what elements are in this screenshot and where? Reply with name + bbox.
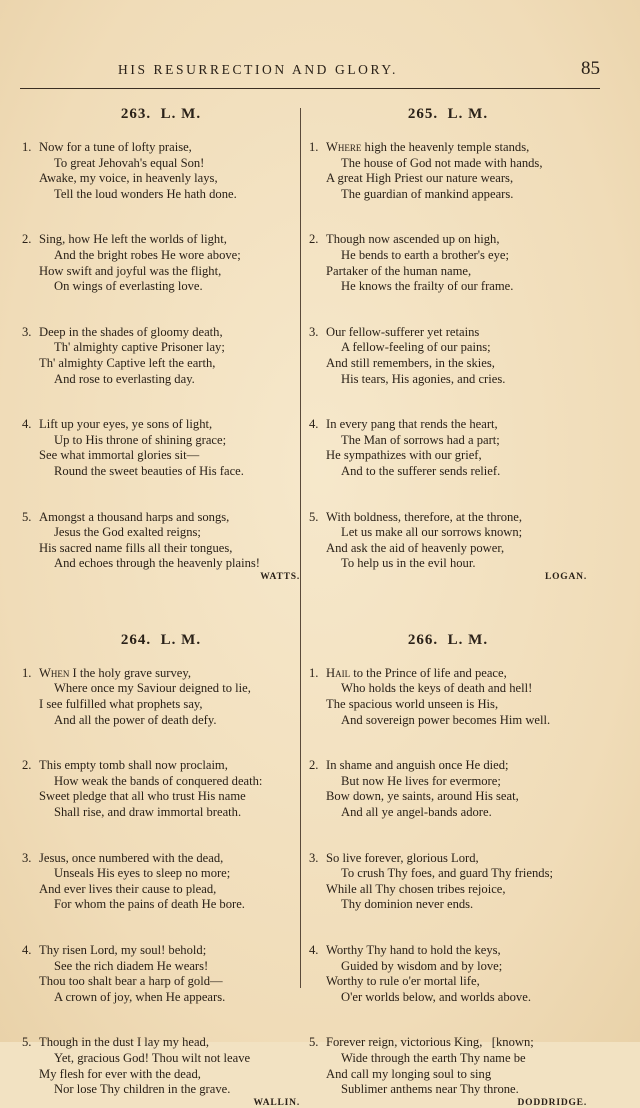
stanza (309, 417, 587, 479)
stanza (309, 851, 587, 913)
verse-text: Let us make all our sorrows known; (341, 525, 523, 540)
verse-text: He knows the frailty of our frame. (341, 279, 514, 294)
verse-text: While all Thy chosen tribes rejoice, (326, 881, 506, 896)
hymn-header (22, 102, 300, 126)
verse-line (309, 279, 587, 295)
verse-text: high the heavenly temple stands, (361, 140, 530, 154)
verse-line (22, 1035, 300, 1051)
hymn-header (309, 628, 587, 652)
verse-text: Deep in the shades of gloomy death, (39, 324, 223, 339)
verse-text: Our fellow-sufferer yet retains (326, 324, 480, 339)
verse-line (22, 1067, 300, 1083)
verse-text: The Man of sorrows had a part; (341, 432, 500, 447)
verse-line (22, 851, 300, 867)
verse-text: Jesus the God exalted reigns; (54, 525, 201, 540)
verse-line (22, 666, 300, 682)
verse-text: Bow down, ye saints, around His seat, (326, 789, 519, 804)
stanza (22, 140, 300, 202)
verse-line (309, 356, 587, 372)
stanza-number: 5. (309, 1035, 319, 1050)
verse-line (309, 666, 587, 682)
verse-line (22, 356, 300, 372)
verse-text: So live forever, glorious Lord, (326, 850, 479, 865)
verse-text: Sweet pledge that all who trust His name (39, 789, 246, 804)
verse-text: To great Jehovah's equal Son! (54, 155, 205, 170)
verse-text: To crush Thy foes, and guard Thy friends; (341, 866, 554, 881)
hymn-266 (309, 628, 587, 1108)
verse-line (309, 433, 587, 449)
verse-line (22, 372, 300, 388)
verse-text: To help us in the evil hour. (341, 556, 476, 571)
verse-line (309, 789, 587, 805)
verse-line (309, 897, 587, 913)
left-column (22, 102, 300, 1108)
verse-text: A great High Priest our nature wears, (326, 171, 514, 186)
verse-text: Thy risen Lord, my soul! behold; (39, 943, 207, 957)
stanza-number: 4. (22, 417, 32, 432)
verse-text: For whom the pains of death He bore. (54, 897, 245, 912)
stanza (22, 851, 300, 913)
verse-text: A crown of joy, when He appears. (54, 989, 226, 1004)
verse-line (309, 1082, 587, 1098)
verse-line (309, 713, 587, 729)
verse-line (22, 156, 300, 172)
verse-line (309, 1067, 587, 1083)
verse-text: And ask the aid of heavenly power, (326, 540, 505, 555)
verse-line (309, 464, 587, 480)
verse-line (22, 464, 300, 480)
verse-text: But now He lives for evermore; (341, 773, 501, 788)
verse-line (22, 1082, 300, 1098)
stanza (22, 232, 300, 294)
verse-text: And rose to everlasting day. (54, 371, 195, 386)
verse-line (22, 882, 300, 898)
verse-line (309, 525, 587, 541)
verse-text: Th' almighty captive Prisoner lay; (54, 340, 225, 355)
verse-line (309, 805, 587, 821)
verse-text: Forever reign, victorious King, [known; (326, 1035, 534, 1050)
verse-line (22, 774, 300, 790)
verse-text: O'er worlds below, and worlds above. (341, 989, 531, 1004)
verse-line (309, 325, 587, 341)
verse-line (309, 264, 587, 280)
stanza (22, 666, 300, 728)
verse-line (309, 510, 587, 526)
verse-line (22, 248, 300, 264)
verse-line (22, 681, 300, 697)
verse-text: Guided by wisdom and by love; (341, 958, 503, 973)
verse-text: And the bright robes He wore above; (54, 247, 241, 262)
stanza-number: 3. (22, 850, 32, 865)
verse-text: His tears, His agonies, and cries. (341, 371, 506, 386)
verse-text: How weak the bands of conquered death: (54, 773, 263, 788)
stanza (309, 943, 587, 1005)
stanza-number: 2. (309, 232, 319, 247)
hymn-author: WATTS. (260, 571, 300, 582)
hymn-264 (22, 628, 300, 1108)
verse-line (309, 187, 587, 203)
verse-line (22, 789, 300, 805)
verse-line (22, 943, 300, 959)
verse-text: Worthy Thy hand to hold the keys, (326, 943, 501, 957)
verse-text: How swift and joyful was the flight, (39, 263, 222, 278)
verse-text: Shall rise, and draw immortal breath. (54, 805, 242, 820)
verse-line (309, 248, 587, 264)
verse-text: Tell the loud wonders He hath done. (54, 186, 237, 201)
hymn-263 (22, 102, 300, 582)
verse-line (22, 697, 300, 713)
verse-line (309, 882, 587, 898)
first-word: Hail (326, 665, 351, 680)
verse-text: And ever lives their cause to plead, (39, 881, 217, 896)
verse-line (309, 171, 587, 187)
verse-text: And call my longing soul to sing (326, 1066, 492, 1081)
verse-text: On wings of everlasting love. (54, 279, 203, 294)
verse-line (309, 156, 587, 172)
verse-line (22, 541, 300, 557)
verse-line (22, 959, 300, 975)
verse-text: And to the sufferer sends relief. (341, 463, 501, 478)
verse-line (22, 171, 300, 187)
verse-line (309, 541, 587, 557)
running-title: HIS RESURRECTION AND GLORY. (118, 62, 398, 77)
verse-line (309, 1051, 587, 1067)
verse-line (22, 990, 300, 1006)
hymn-number: 266. (407, 631, 439, 648)
verse-text: He bends to earth a brother's eye; (341, 247, 510, 262)
verse-text: The spacious world unseen is His, (326, 697, 499, 712)
verse-text: Unseals His eyes to sleep no more; (54, 866, 231, 881)
verse-line (22, 340, 300, 356)
stanza (309, 666, 587, 728)
stanza-number: 2. (309, 758, 319, 773)
stanza (309, 140, 587, 202)
verse-text: In shame and anguish once He died; (326, 758, 509, 773)
stanza-number: 3. (309, 850, 319, 865)
stanza-number: 1. (309, 140, 319, 154)
verse-line (309, 943, 587, 959)
hymn-author: DODDRIDGE. (517, 1097, 587, 1108)
page-number: 85 (581, 58, 600, 79)
hymn-meter: L. M. (447, 631, 489, 648)
stanza-number: 5. (22, 509, 32, 524)
verse-text: Though now ascended up on high, (326, 232, 500, 247)
verse-line (22, 758, 300, 774)
verse-text: And all ye angel-bands adore. (341, 805, 492, 820)
verse-text: Thy dominion never ends. (341, 897, 474, 912)
verse-text: Amongst a thousand harps and songs, (39, 509, 230, 524)
hymn-265 (309, 102, 587, 582)
verse-text: Worthy to rule o'er mortal life, (326, 974, 480, 989)
running-head (0, 60, 640, 84)
verse-line (22, 556, 300, 572)
verse-line (309, 681, 587, 697)
hymn-meter: L. M. (160, 106, 202, 122)
verse-line (309, 774, 587, 790)
verse-line (309, 340, 587, 356)
verse-line (309, 974, 587, 990)
stanza-number: 2. (22, 232, 32, 247)
verse-line (22, 974, 300, 990)
verse-line (22, 448, 300, 464)
stanza (22, 943, 300, 1005)
verse-text: to the Prince of life and peace, (350, 665, 507, 680)
verse-text: And echoes through the heavenly plains! (54, 556, 260, 571)
verse-line (22, 713, 300, 729)
verse-text: Sublimer anthems near Thy throne. (341, 1082, 519, 1097)
verse-text: Yet, gracious God! Thou wilt not leave (54, 1050, 251, 1065)
stanza-number: 1. (309, 665, 319, 680)
verse-line (22, 187, 300, 203)
verse-text: The house of God not made with hands, (341, 155, 543, 170)
verse-line (309, 697, 587, 713)
verse-text: Round the sweet beauties of His face. (54, 463, 244, 478)
hymn-meter: L. M. (447, 106, 489, 122)
verse-text: Awake, my voice, in heavenly lays, (39, 171, 218, 186)
verse-text: See the rich diadem He wears! (54, 958, 209, 973)
verse-text: Thou too shalt bear a harp of gold— (39, 974, 223, 989)
verse-text: Th' almighty Captive left the earth, (39, 355, 216, 370)
right-column (309, 102, 587, 1108)
verse-line (309, 851, 587, 867)
stanza-number: 5. (309, 509, 319, 524)
verse-line (22, 279, 300, 295)
hymn-number: 264. (120, 631, 152, 648)
verse-line (309, 232, 587, 248)
verse-text: Who holds the keys of death and hell! (341, 681, 533, 696)
stanza (22, 758, 300, 820)
verse-line (22, 525, 300, 541)
verse-line (22, 805, 300, 821)
verse-line (22, 140, 300, 156)
stanza-number: 4. (309, 943, 319, 957)
stanza-number: 1. (22, 665, 32, 680)
verse-text: I see fulfilled what prophets say, (39, 697, 203, 712)
verse-text: I the holy grave survey, (69, 665, 191, 680)
stanza-number: 1. (22, 140, 32, 154)
verse-text: In every pang that rends the heart, (326, 417, 498, 432)
verse-line (22, 510, 300, 526)
verse-text: Though in the dust I lay my head, (39, 1035, 209, 1050)
verse-line (22, 433, 300, 449)
stanza-number: 4. (22, 943, 32, 957)
verse-text: My flesh for ever with the dead, (39, 1066, 201, 1081)
stanza-number: 4. (309, 417, 319, 432)
stanza (22, 417, 300, 479)
verse-line (22, 325, 300, 341)
verse-line (309, 556, 587, 572)
verse-text: Where once my Saviour deigned to lie, (54, 681, 251, 696)
first-word: Where (326, 140, 362, 154)
verse-text: This empty tomb shall now proclaim, (39, 758, 228, 773)
verse-line (309, 372, 587, 388)
stanza (309, 510, 587, 572)
verse-line (309, 140, 587, 156)
verse-line (22, 897, 300, 913)
stanza-number: 2. (22, 758, 32, 773)
stanza-number: 3. (22, 324, 32, 339)
verse-text: And all the power of death defy. (54, 712, 217, 727)
stanza (22, 325, 300, 387)
verse-line (22, 1051, 300, 1067)
hymn-meter: L. M. (160, 631, 202, 648)
verse-text: See what immortal glories sit— (39, 448, 200, 463)
verse-text: Now for a tune of lofty praise, (39, 140, 192, 154)
verse-line (309, 417, 587, 433)
hymn-header (309, 102, 587, 126)
verse-text: And sovereign power becomes Him well. (341, 712, 551, 727)
verse-text: With boldness, therefore, at the throne, (326, 509, 523, 524)
verse-line (309, 758, 587, 774)
verse-text: Partaker of the human name, (326, 263, 472, 278)
verse-line (22, 232, 300, 248)
verse-text: Sing, how He left the worlds of light, (39, 232, 227, 247)
verse-text: Up to His throne of shining grace; (54, 432, 227, 447)
verse-text: He sympathizes with our grief, (326, 448, 482, 463)
hymn-number: 263. (120, 106, 152, 122)
stanza-number: 3. (309, 324, 319, 339)
hymn-author: WALLIN. (253, 1097, 300, 1108)
verse-line (22, 866, 300, 882)
hymn-number: 265. (407, 106, 439, 122)
verse-line (22, 264, 300, 280)
hymn-author: LOGAN. (544, 571, 587, 582)
verse-text: The guardian of mankind appears. (341, 186, 514, 201)
stanza (22, 1035, 300, 1097)
verse-text: His sacred name fills all their tongues, (39, 540, 233, 555)
first-word: When (39, 665, 70, 680)
verse-line (309, 1035, 587, 1051)
stanza (309, 758, 587, 820)
column-divider (300, 108, 301, 988)
verse-text: And still remembers, in the skies, (326, 355, 495, 370)
stanza (22, 510, 300, 572)
header-rule (20, 88, 600, 89)
stanza (309, 325, 587, 387)
verse-line (309, 959, 587, 975)
verse-text: Wide through the earth Thy name be (341, 1050, 526, 1065)
hymn-header (22, 628, 300, 652)
stanza (309, 232, 587, 294)
verse-text: Jesus, once numbered with the dead, (39, 850, 224, 865)
verse-text: Lift up your eyes, ye sons of light, (39, 417, 213, 432)
verse-line (309, 866, 587, 882)
stanza (309, 1035, 587, 1097)
verse-text: A fellow-feeling of our pains; (341, 340, 491, 355)
verse-text: Nor lose Thy children in the grave. (54, 1082, 231, 1097)
verse-line (309, 990, 587, 1006)
verse-line (22, 417, 300, 433)
verse-line (309, 448, 587, 464)
stanza-number: 5. (22, 1035, 32, 1050)
